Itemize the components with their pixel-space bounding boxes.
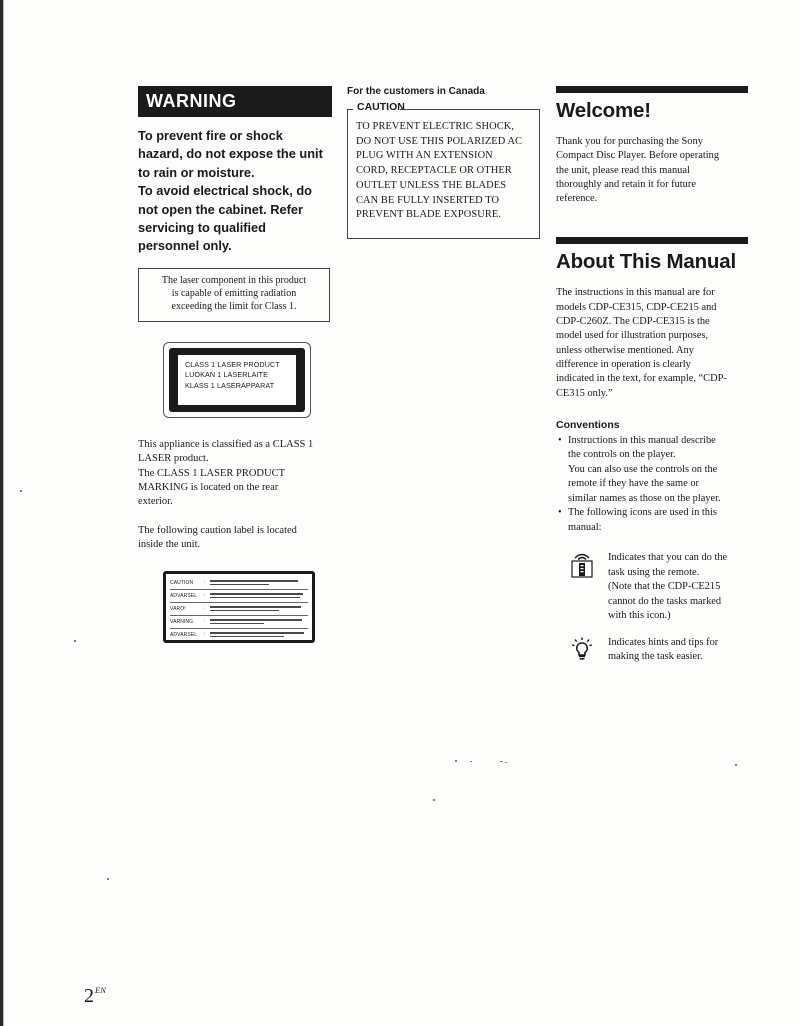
remote-icon-line: (Note that the CDP-CE215: [608, 581, 721, 593]
tip-icon-legend: [556, 636, 748, 665]
conventions-line: You can also use the controls on the: [568, 463, 718, 475]
classification-paragraph: [138, 438, 332, 510]
page-number: [84, 985, 106, 1008]
caution-line: CAN BE FULLY INSERTED TO: [356, 194, 500, 206]
conventions-heading: Conventions: [556, 418, 620, 431]
classification-line: The CLASS 1 LASER PRODUCT: [138, 467, 286, 479]
warning-line: hazard, do not expose the unit: [138, 146, 323, 162]
scan-speck: [74, 640, 76, 642]
about-line: CDP-C260Z. The CDP-CE315 is the: [556, 316, 710, 328]
conventions-line: • Instructions in this manual describe: [568, 434, 716, 446]
conventions-line: • The following icons are used in this: [568, 507, 717, 519]
canada-heading: For the customers in Canada: [347, 86, 485, 97]
conventions-line: similar names as those on the player.: [568, 492, 721, 504]
welcome-paragraph: [556, 135, 748, 206]
scan-speck: [107, 878, 109, 880]
section-rule: [556, 86, 748, 93]
conventions-line: manual:: [568, 521, 602, 533]
page-number-suffix: EN: [95, 985, 106, 995]
class1-laser-label: [163, 342, 311, 418]
caution-line: TO PREVENT ELECTRIC SHOCK,: [356, 121, 515, 132]
illegible-text: [210, 632, 308, 637]
warning-line: personnel only.: [138, 238, 232, 254]
caution-label-word: ADVARSEL: [170, 631, 198, 638]
caution-label-row: VARO! :: [170, 603, 308, 616]
about-paragraph: [556, 286, 748, 400]
caution-line: DO NOT USE THIS POLARIZED AC: [356, 135, 523, 147]
page-edge-shadow: [3, 0, 4, 1026]
warning-text: [138, 127, 332, 256]
caution-location-paragraph: [138, 524, 332, 553]
tip-icon-description: [608, 636, 748, 665]
tip-icon-line: Indicates hints and tips for: [608, 636, 719, 648]
caution-label-word: VARNING: [170, 618, 194, 625]
warning-line: servicing to qualified: [138, 220, 266, 236]
caution-label-word: VARO!: [170, 605, 186, 612]
about-line: model used for illustration purposes,: [556, 330, 709, 342]
about-line: unless otherwise mentioned. Any: [556, 344, 694, 356]
warning-title: WARNING: [138, 86, 332, 117]
class-label-line: CLASS 1 LASER PRODUCT: [185, 359, 280, 369]
list-item: [556, 434, 748, 507]
remote-icon-line: Indicates that you can do the: [608, 552, 728, 564]
scan-speck: [433, 799, 435, 801]
laser-notice-line: is capable of emitting radiation: [171, 287, 297, 299]
about-line: indicated in the text, for example, “CDP-: [556, 373, 727, 385]
right-column: [556, 86, 748, 665]
lightbulb-tip-icon: [571, 637, 593, 661]
about-line: CE315 only.”: [556, 387, 613, 399]
remote-icon-legend: [556, 551, 748, 624]
caution-line: CORD, RECEPTACLE OR OTHER: [356, 165, 512, 177]
laser-notice-line: exceeding the limit for Class 1.: [171, 300, 297, 312]
left-column: [138, 86, 332, 643]
welcome-line: the unit, please read this manual: [556, 164, 690, 176]
illegible-text: [210, 580, 308, 585]
remote-icon-line: task using the remote.: [608, 566, 700, 578]
warning-line: To prevent fire or shock: [138, 128, 283, 143]
welcome-line: Compact Disc Player. Before operating: [556, 150, 720, 162]
caution-line: PLUG WITH AN EXTENSION: [356, 150, 493, 162]
illegible-text: [210, 606, 308, 611]
welcome-title: Welcome!: [556, 99, 651, 122]
about-line: difference in operation is clearly: [556, 358, 691, 370]
laser-notice-box: [138, 268, 330, 322]
classification-line: LASER product.: [138, 453, 209, 465]
caution-label-image: [163, 571, 315, 643]
class-label-line: KLASS 1 LASERAPPARAT: [185, 380, 275, 390]
caution-label-row: CAUTION :: [170, 577, 308, 590]
laser-notice-line: The laser component in this product: [161, 274, 307, 286]
warning-line: To avoid electrical shock, do: [138, 183, 312, 199]
class-label-line: LUOKAN 1 LASERLAITE: [185, 370, 268, 380]
scan-speck: [735, 764, 737, 766]
caution-line: OUTLET UNLESS THE BLADES: [356, 179, 507, 191]
tip-icon-line: making the task easier.: [608, 651, 703, 663]
list-item: [556, 506, 748, 535]
welcome-line: Thank you for purchasing the Sony: [556, 136, 703, 147]
caution-line: PREVENT BLADE EXPOSURE.: [356, 209, 501, 221]
scan-speck: [455, 760, 457, 762]
scan-speck: [505, 762, 507, 763]
warning-line: to rain or moisture.: [138, 164, 255, 180]
section-rule: [556, 237, 748, 244]
class1-laser-label-border: [169, 348, 305, 412]
page-number-value: 2: [84, 985, 94, 1007]
canada-caution-text: [356, 120, 533, 223]
classification-line: This appliance is classified as a CLASS 1: [138, 438, 314, 450]
scan-speck: [500, 761, 503, 762]
remote-icon-line: with this icon.): [608, 610, 671, 622]
canada-caution-box: [347, 101, 540, 239]
class1-laser-label-text: [178, 355, 296, 405]
remote-icon: [571, 552, 593, 578]
welcome-line: reference.: [556, 193, 598, 205]
caution-label-row: VARNING :: [170, 616, 308, 629]
conventions-line: remote if they have the same or: [568, 478, 699, 490]
caution-label-word: ADVARSEL: [170, 592, 198, 599]
about-line: models CDP-CE315, CDP-CE215 and: [556, 301, 717, 313]
caution-label-word: CAUTION: [170, 579, 194, 586]
welcome-line: thoroughly and retain it for future: [556, 178, 696, 190]
about-title: About This Manual: [556, 250, 736, 274]
remote-icon-description: [608, 551, 748, 624]
classification-line: MARKING is located on the rear: [138, 482, 279, 494]
middle-column: [347, 86, 541, 239]
illegible-text: [210, 593, 308, 598]
caution-label-row: ADVARSEL :: [170, 590, 308, 603]
warning-line: not open the cabinet. Refer: [138, 201, 303, 217]
conventions-list: [556, 434, 748, 536]
scan-speck: [470, 761, 472, 762]
scan-speck: [20, 490, 22, 492]
caution-location-line: The following caution label is located: [138, 524, 297, 536]
about-line: The instructions in this manual are for: [556, 287, 715, 299]
illegible-text: [210, 619, 308, 624]
remote-icon-line: cannot do the tasks marked: [608, 595, 722, 607]
caution-location-line: inside the unit.: [138, 539, 201, 551]
canada-caution-title: CAUTION: [357, 101, 405, 113]
caution-label-row: ADVARSEL :: [170, 629, 308, 641]
classification-line: exterior.: [138, 496, 173, 508]
conventions-line: the controls on the player.: [568, 449, 676, 461]
